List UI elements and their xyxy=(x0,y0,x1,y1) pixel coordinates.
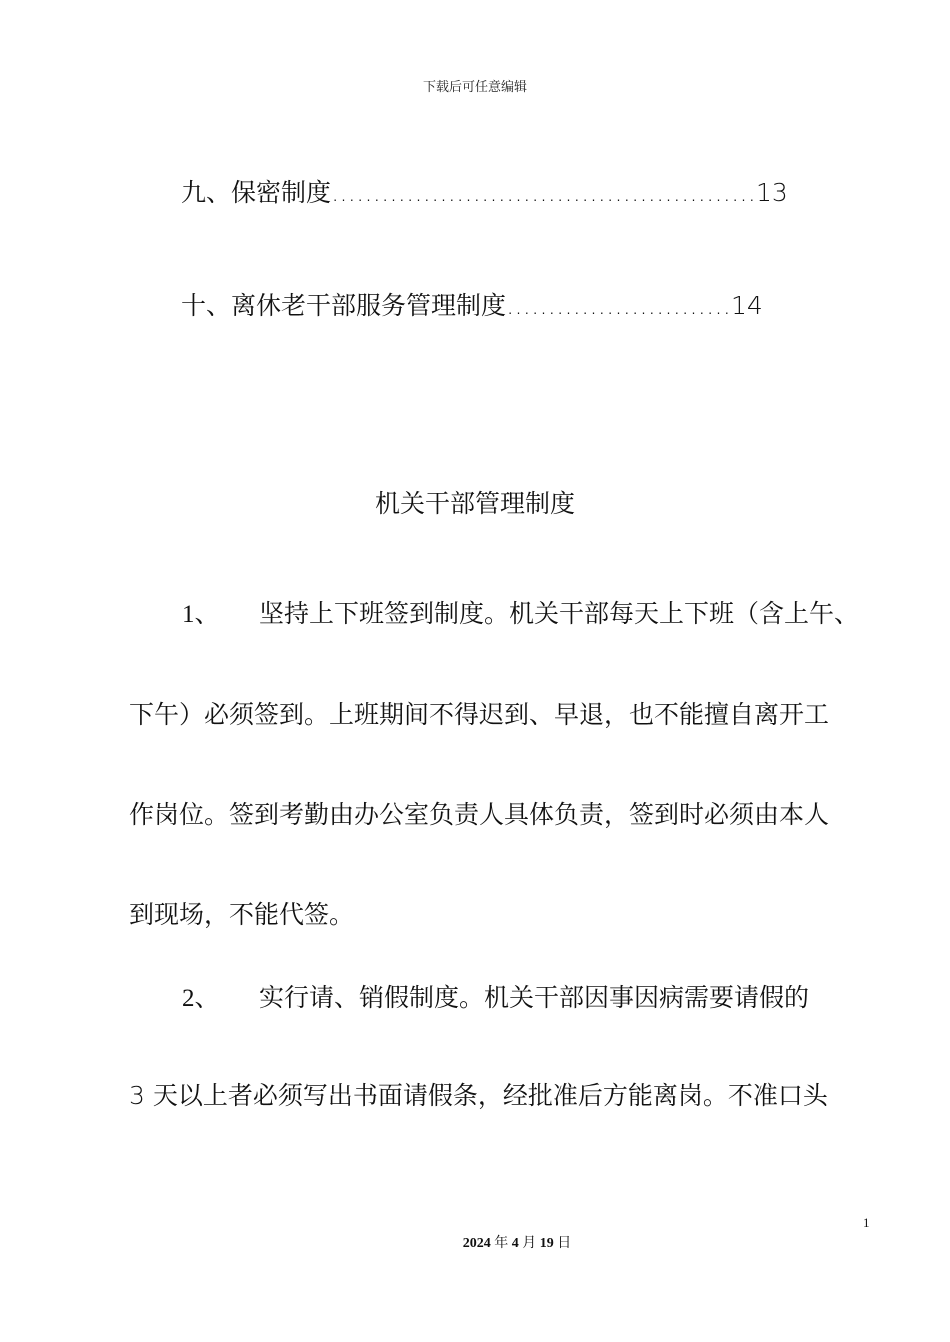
toc-leader-dots: …………………………………………… xyxy=(331,178,757,207)
paragraph-line: 坚持上下班签到制度。机关干部每天上下班（含上午、 xyxy=(259,599,860,628)
page-number: 1 xyxy=(863,1215,870,1230)
toc-leader-dots: ……………………… xyxy=(506,291,732,320)
page-footer-date xyxy=(0,1232,950,1252)
item-number: 2、 xyxy=(182,985,220,1012)
toc-item-label: 九、保密制度 xyxy=(181,178,332,207)
footer-month: 4 xyxy=(511,1236,519,1251)
toc-item-label: 十、离休老干部服务管理制度 xyxy=(181,291,507,320)
footer-year-unit: 年 xyxy=(490,1236,512,1251)
footer-day: 19 xyxy=(539,1236,554,1251)
toc-item-10[interactable] xyxy=(181,286,763,322)
toc-item-9[interactable] xyxy=(181,173,788,209)
paragraph-line: 实行请、销假制度。机关干部因事因病需要请假的 xyxy=(259,983,810,1012)
toc-page-number: 14 xyxy=(731,291,763,320)
paragraph-line: 3 天以上者必须写出书面请假条，经批准后方能离岗。不准口头 xyxy=(129,1081,828,1110)
toc-page-number: 13 xyxy=(756,178,788,207)
footer-month-unit: 月 xyxy=(518,1236,540,1251)
footer-year: 2024 xyxy=(462,1236,491,1251)
paragraph-line: 到现场，不能代签。 xyxy=(129,900,355,929)
section-title: 机关干部管理制度 xyxy=(374,489,575,518)
page-header: 下载后可任意编辑 xyxy=(422,80,527,95)
paragraph-line: 作岗位。签到考勤由办公室负责人具体负责，签到时必须由本人 xyxy=(129,800,830,829)
footer-day-unit: 日 xyxy=(553,1236,572,1251)
item-number: 1、 xyxy=(182,601,220,628)
paragraph-line: 下午）必须签到。上班期间不得迟到、早退，也不能擅自离开工 xyxy=(129,700,830,729)
